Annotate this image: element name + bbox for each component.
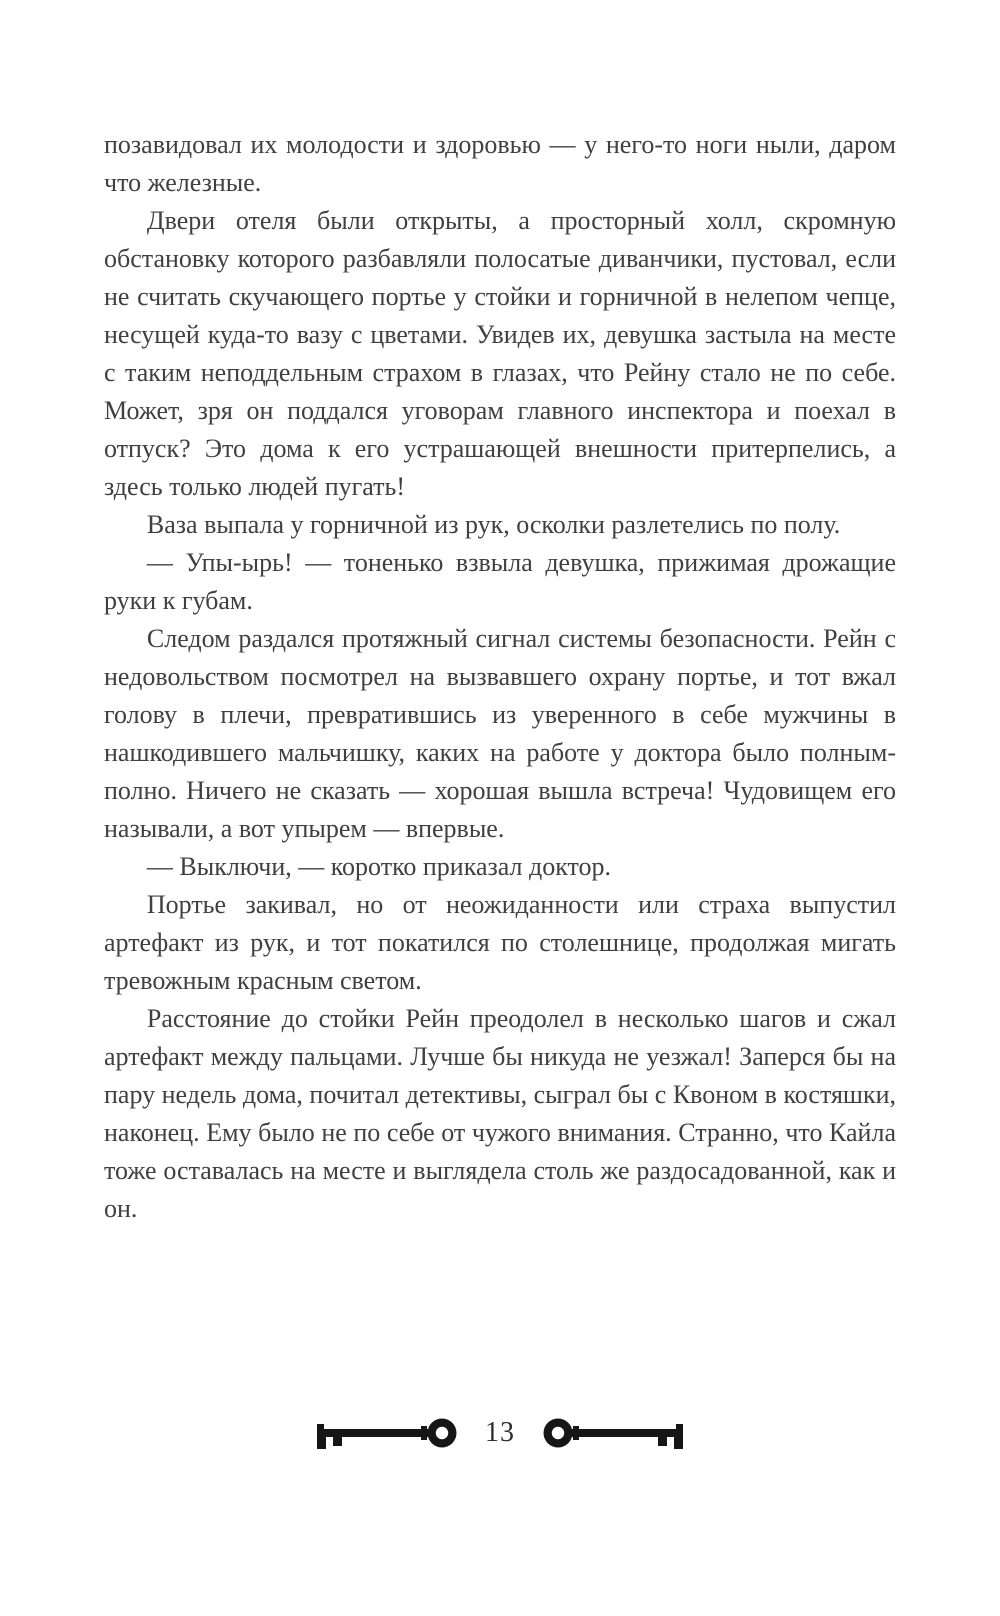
key-ornament-right-icon [541,1412,689,1454]
paragraph: — Упы-ырь! — тоненько взвыла девушка, прижимая дрожащие руки к губам. [104,548,896,615]
paragraph: — Выключи, — коротко приказал доктор. [146,852,612,881]
paragraph: позавидовал их молодости и здоровью — у него-то ноги ныли, даром что железные. [104,130,896,197]
paragraph: Ваза выпала у горничной из рук, осколки разлетелись по полу. [146,510,841,539]
page-text [104,126,896,1228]
paragraph: Портье закивал, но от неожиданности или страха выпустил артефакт из рук, и тот покатился по столешнице, продолжая мигать тревожным красным светом. [104,890,896,995]
paragraph: Двери отеля были открыты, а просторный холл, скромную обстановку которого разбавляли полосатые диванчики, пустовал, если не считать скучающего портье у стойки и горничной в нелепом чепце, несущей куда-то вазу с цветами. Увидев их, девушка застыла на месте с таким неподдельным страхом в глазах, что Рейну стало не по себе. Может, зря он поддался уговорам главного инспектора и поехал в отпуск? Это дома к его устрашающей внешности притерпелись, а здесь только людей пугать! [104,206,896,501]
page-footer [0,1412,1000,1454]
paragraph: Следом раздался протяжный сигнал системы безопасности. Рейн с недовольством посмотрел на вызвавшего охрану портье, и тот вжал голову в плечи, превратившись из уверенного в себе мужчины в нашкодившего мальчишку, каких на работе у доктора было полным-полно. Ничего не сказать — хорошая вышла встреча! Чудовищем его называли, а вот упырем — впервые. [104,624,896,843]
key-ornament-left-icon [311,1412,459,1454]
paragraph: Расстояние до стойки Рейн преодолел в несколько шагов и сжал артефакт между пальцами. Лучше бы никуда не уезжал! Заперся бы на пару недель дома, почитал детективы, сыграл бы с Квоном в костяшки, наконец. Ему было не по себе от чужого внимания. Странно, что Кайла тоже оставалась на месте и выглядела столь же раздосадованной, как и он. [104,1004,896,1223]
page-number: 13 [485,1417,515,1448]
